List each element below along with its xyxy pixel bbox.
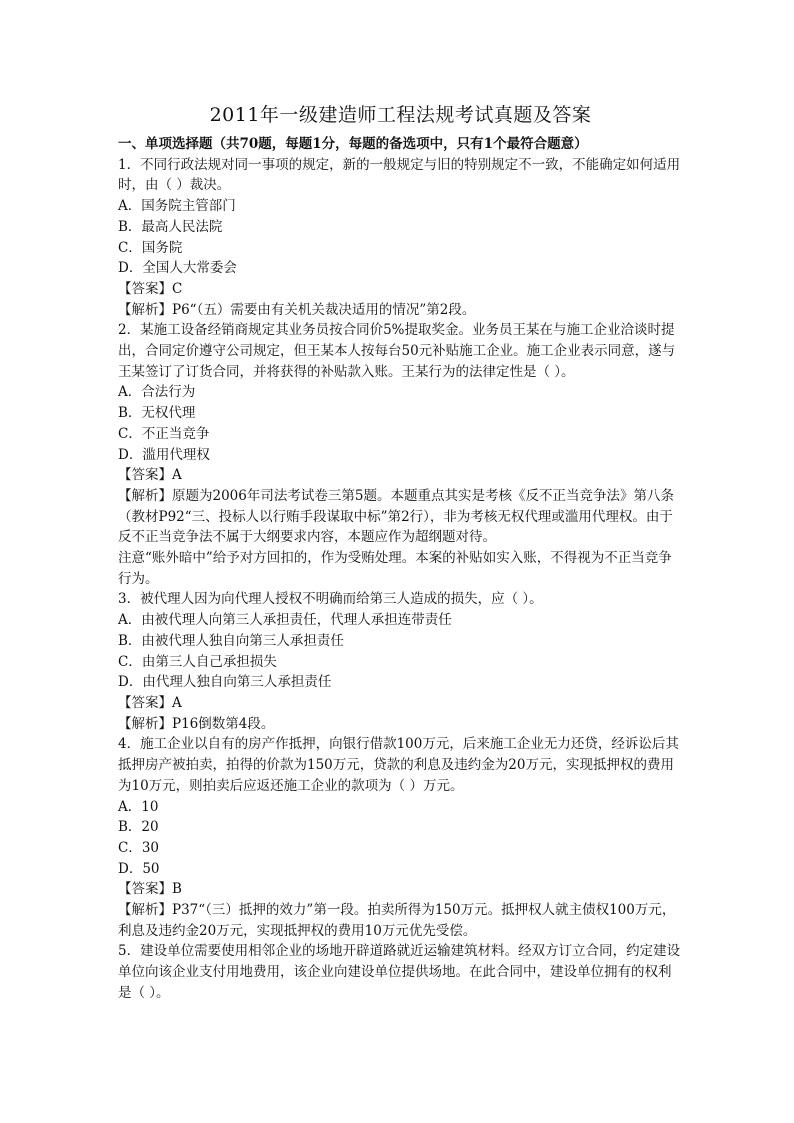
document-title: 2011年一级建造师工程法规考试真题及答案 bbox=[209, 104, 592, 126]
answer-option: C．由第三人自己承担损失 bbox=[118, 653, 277, 670]
answer-analysis: 【解析】P37“（三）抵押的效力”第一段。拍卖所得为150万元。抵押权人就主债权100万元，利息及违约金20万元，实现抵押权的费用10万元优先受偿。 bbox=[118, 902, 676, 939]
answer-option: D．全国人大常委会 bbox=[118, 260, 237, 277]
answer-key: 【答案】B bbox=[118, 881, 182, 898]
answer-analysis: 【解析】P6“（五）需要由有关机关裁决适用的情况”第2段。 bbox=[118, 301, 476, 318]
answer-key: 【答案】A bbox=[118, 467, 182, 484]
answer-option: A．由被代理人向第三人承担责任，代理人承担连带责任 bbox=[118, 612, 452, 629]
answer-option: D．滥用代理权 bbox=[118, 446, 210, 463]
answer-analysis: 【解析】P16倒数第4段。 bbox=[118, 715, 275, 732]
answer-option: C．国务院 bbox=[118, 239, 183, 256]
answer-option: D．由代理人独自向第三人承担责任 bbox=[118, 674, 332, 691]
answer-option: C．30 bbox=[118, 839, 160, 856]
answer-option: B．最高人民法院 bbox=[118, 218, 223, 235]
answer-option: B．由被代理人独自向第三人承担责任 bbox=[118, 632, 344, 649]
question-stem: 3．被代理人因为向代理人授权不明确而给第三人造成的损失，应（ ）。 bbox=[118, 591, 543, 608]
document-page bbox=[118, 100, 683, 1004]
answer-option: D．50 bbox=[118, 860, 160, 877]
answer-option: B．无权代理 bbox=[118, 405, 196, 422]
question-block bbox=[118, 320, 683, 589]
answer-option: A．10 bbox=[118, 798, 159, 815]
question-block bbox=[118, 589, 683, 734]
question-block bbox=[118, 734, 683, 941]
answer-option: A．合法行为 bbox=[118, 384, 196, 401]
question-stem: 5．建设单位需要使用相邻企业的场地开辟道路就近运输建筑材料。经双方订立合同，约定建设单位向该企业支付用地费用，该企业向建设单位提供场地。在此合同中，建设单位拥有的权利是（ ）。 bbox=[118, 943, 681, 1001]
question-stem: 1．不同行政法规对同一事项的规定，新的一般规定与旧的特别规定不一致，不能确定如何适用时，由（ ）裁决。 bbox=[118, 156, 681, 194]
answer-key: 【答案】A bbox=[118, 694, 182, 711]
answer-analysis: 注意“账外暗中”给予对方回扣的，作为受贿处理。本案的补贴如实入账，不得视为不正当竞争行为。 bbox=[118, 550, 672, 587]
answer-option: B．20 bbox=[118, 819, 159, 836]
question-block bbox=[118, 941, 683, 1003]
question-stem: 2．某施工设备经销商规定其业务员按合同价5%提取奖金。业务员王某在与施工企业洽谈时提出，合同定价遵守公司规定，但王某本人按每台50元补贴施工企业。施工企业表示同意，遂与王某签订了订货合同，并将获得的补贴款入账。王某行为的法律定性是（ ）。 bbox=[118, 322, 676, 380]
question-block bbox=[118, 155, 683, 321]
answer-option: A．国务院主管部门 bbox=[118, 198, 236, 215]
section-heading: 一、单项选择题（共70题，每题1分，每题的备选项中，只有1个最符合题意） bbox=[118, 136, 588, 152]
answer-analysis: 【解析】原题为2006年司法考试卷三第5题。本题重点其实是考核《反不正当竞争法》第八条（教材P92“三、投标人以行贿手段谋取中标”第2行），非为考核无权代理或滥用代理权。由于反不正当竞争法不属于大纲要求内容，本题应作为超纲题对待。 bbox=[118, 487, 674, 546]
answer-key: 【答案】C bbox=[118, 280, 183, 297]
question-stem: 4．施工企业以自有的房产作抵押，向银行借款100万元，后来施工企业无力还贷，经诉讼后其抵押房产被拍卖，拍得的价款为150万元，贷款的利息及违约金为20万元，实现抵押权的费用为10万元，则拍卖后应返还施工企业的款项为（ ）万元。 bbox=[118, 736, 679, 794]
answer-option: C．不正当竞争 bbox=[118, 425, 210, 442]
question-list bbox=[118, 155, 683, 1004]
